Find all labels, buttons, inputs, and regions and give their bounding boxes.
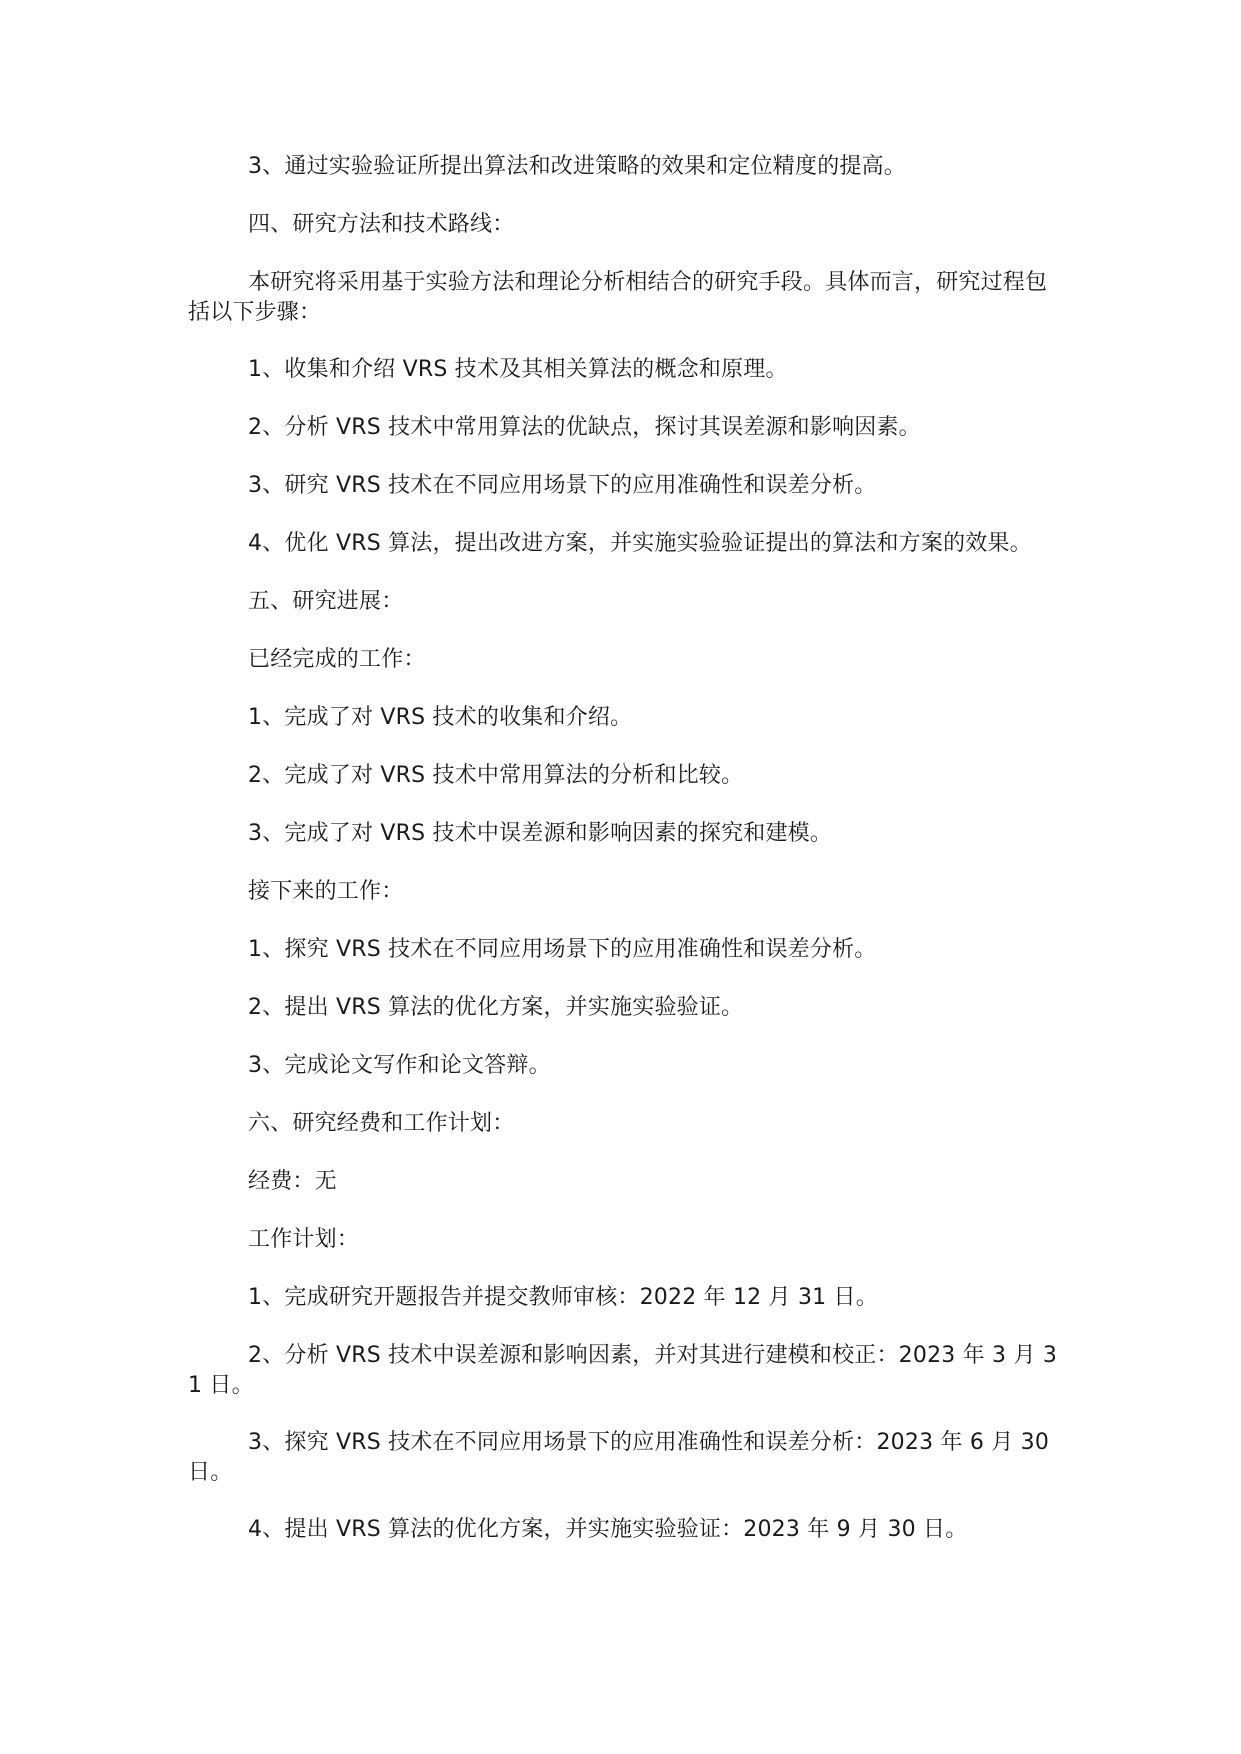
- paragraph: 3、通过实验验证所提出算法和改进策略的效果和定位精度的提高。: [248, 154, 906, 179]
- list-item: 3、探究 VRS 技术在不同应用场景下的应用准确性和误差分析：2023 年 6 月 30 日。: [188, 1430, 1050, 1485]
- document-body: [188, 152, 1058, 1545]
- subheading: 接下来的工作：: [248, 879, 404, 904]
- paragraph: 经费：无: [248, 1169, 337, 1194]
- list-item: 4、优化 VRS 算法，提出改进方案，并实施实验验证提出的算法和方案的效果。: [248, 531, 1032, 556]
- list-item: 2、分析 VRS 技术中常用算法的优缺点，探讨其误差源和影响因素。: [248, 415, 921, 440]
- subheading: 已经完成的工作：: [248, 647, 426, 672]
- list-item: 3、完成了对 VRS 技术中误差源和影响因素的探究和建模。: [248, 821, 833, 846]
- list-item: 1、完成研究开题报告并提交教师审核：2022 年 12 月 31 日。: [248, 1285, 878, 1310]
- list-item: 1、收集和介绍 VRS 技术及其相关算法的概念和原理。: [248, 357, 788, 382]
- list-item: 1、探究 VRS 技术在不同应用场景下的应用准确性和误差分析。: [248, 937, 877, 962]
- subheading: 工作计划：: [248, 1227, 360, 1252]
- paragraph: 本研究将采用基于实验方法和理论分析相结合的研究手段。具体而言，研究过程包括以下步骤：: [188, 270, 1048, 325]
- list-item: 2、分析 VRS 技术中误差源和影响因素，并对其进行建模和校正：2023 年 3 月 31 日。: [188, 1343, 1058, 1398]
- section-heading: 六、研究经费和工作计划：: [248, 1111, 515, 1136]
- list-item: 2、提出 VRS 算法的优化方案，并实施实验验证。: [248, 995, 744, 1020]
- list-item: 4、提出 VRS 算法的优化方案，并实施实验验证：2023 年 9 月 30 日。: [248, 1517, 968, 1542]
- list-item: 3、完成论文写作和论文答辩。: [248, 1053, 551, 1078]
- list-item: 3、研究 VRS 技术在不同应用场景下的应用准确性和误差分析。: [248, 473, 877, 498]
- section-heading: 四、研究方法和技术路线：: [248, 212, 515, 237]
- section-heading: 五、研究进展：: [248, 589, 404, 614]
- list-item: 1、完成了对 VRS 技术的收集和介绍。: [248, 705, 633, 730]
- list-item: 2、完成了对 VRS 技术中常用算法的分析和比较。: [248, 763, 744, 788]
